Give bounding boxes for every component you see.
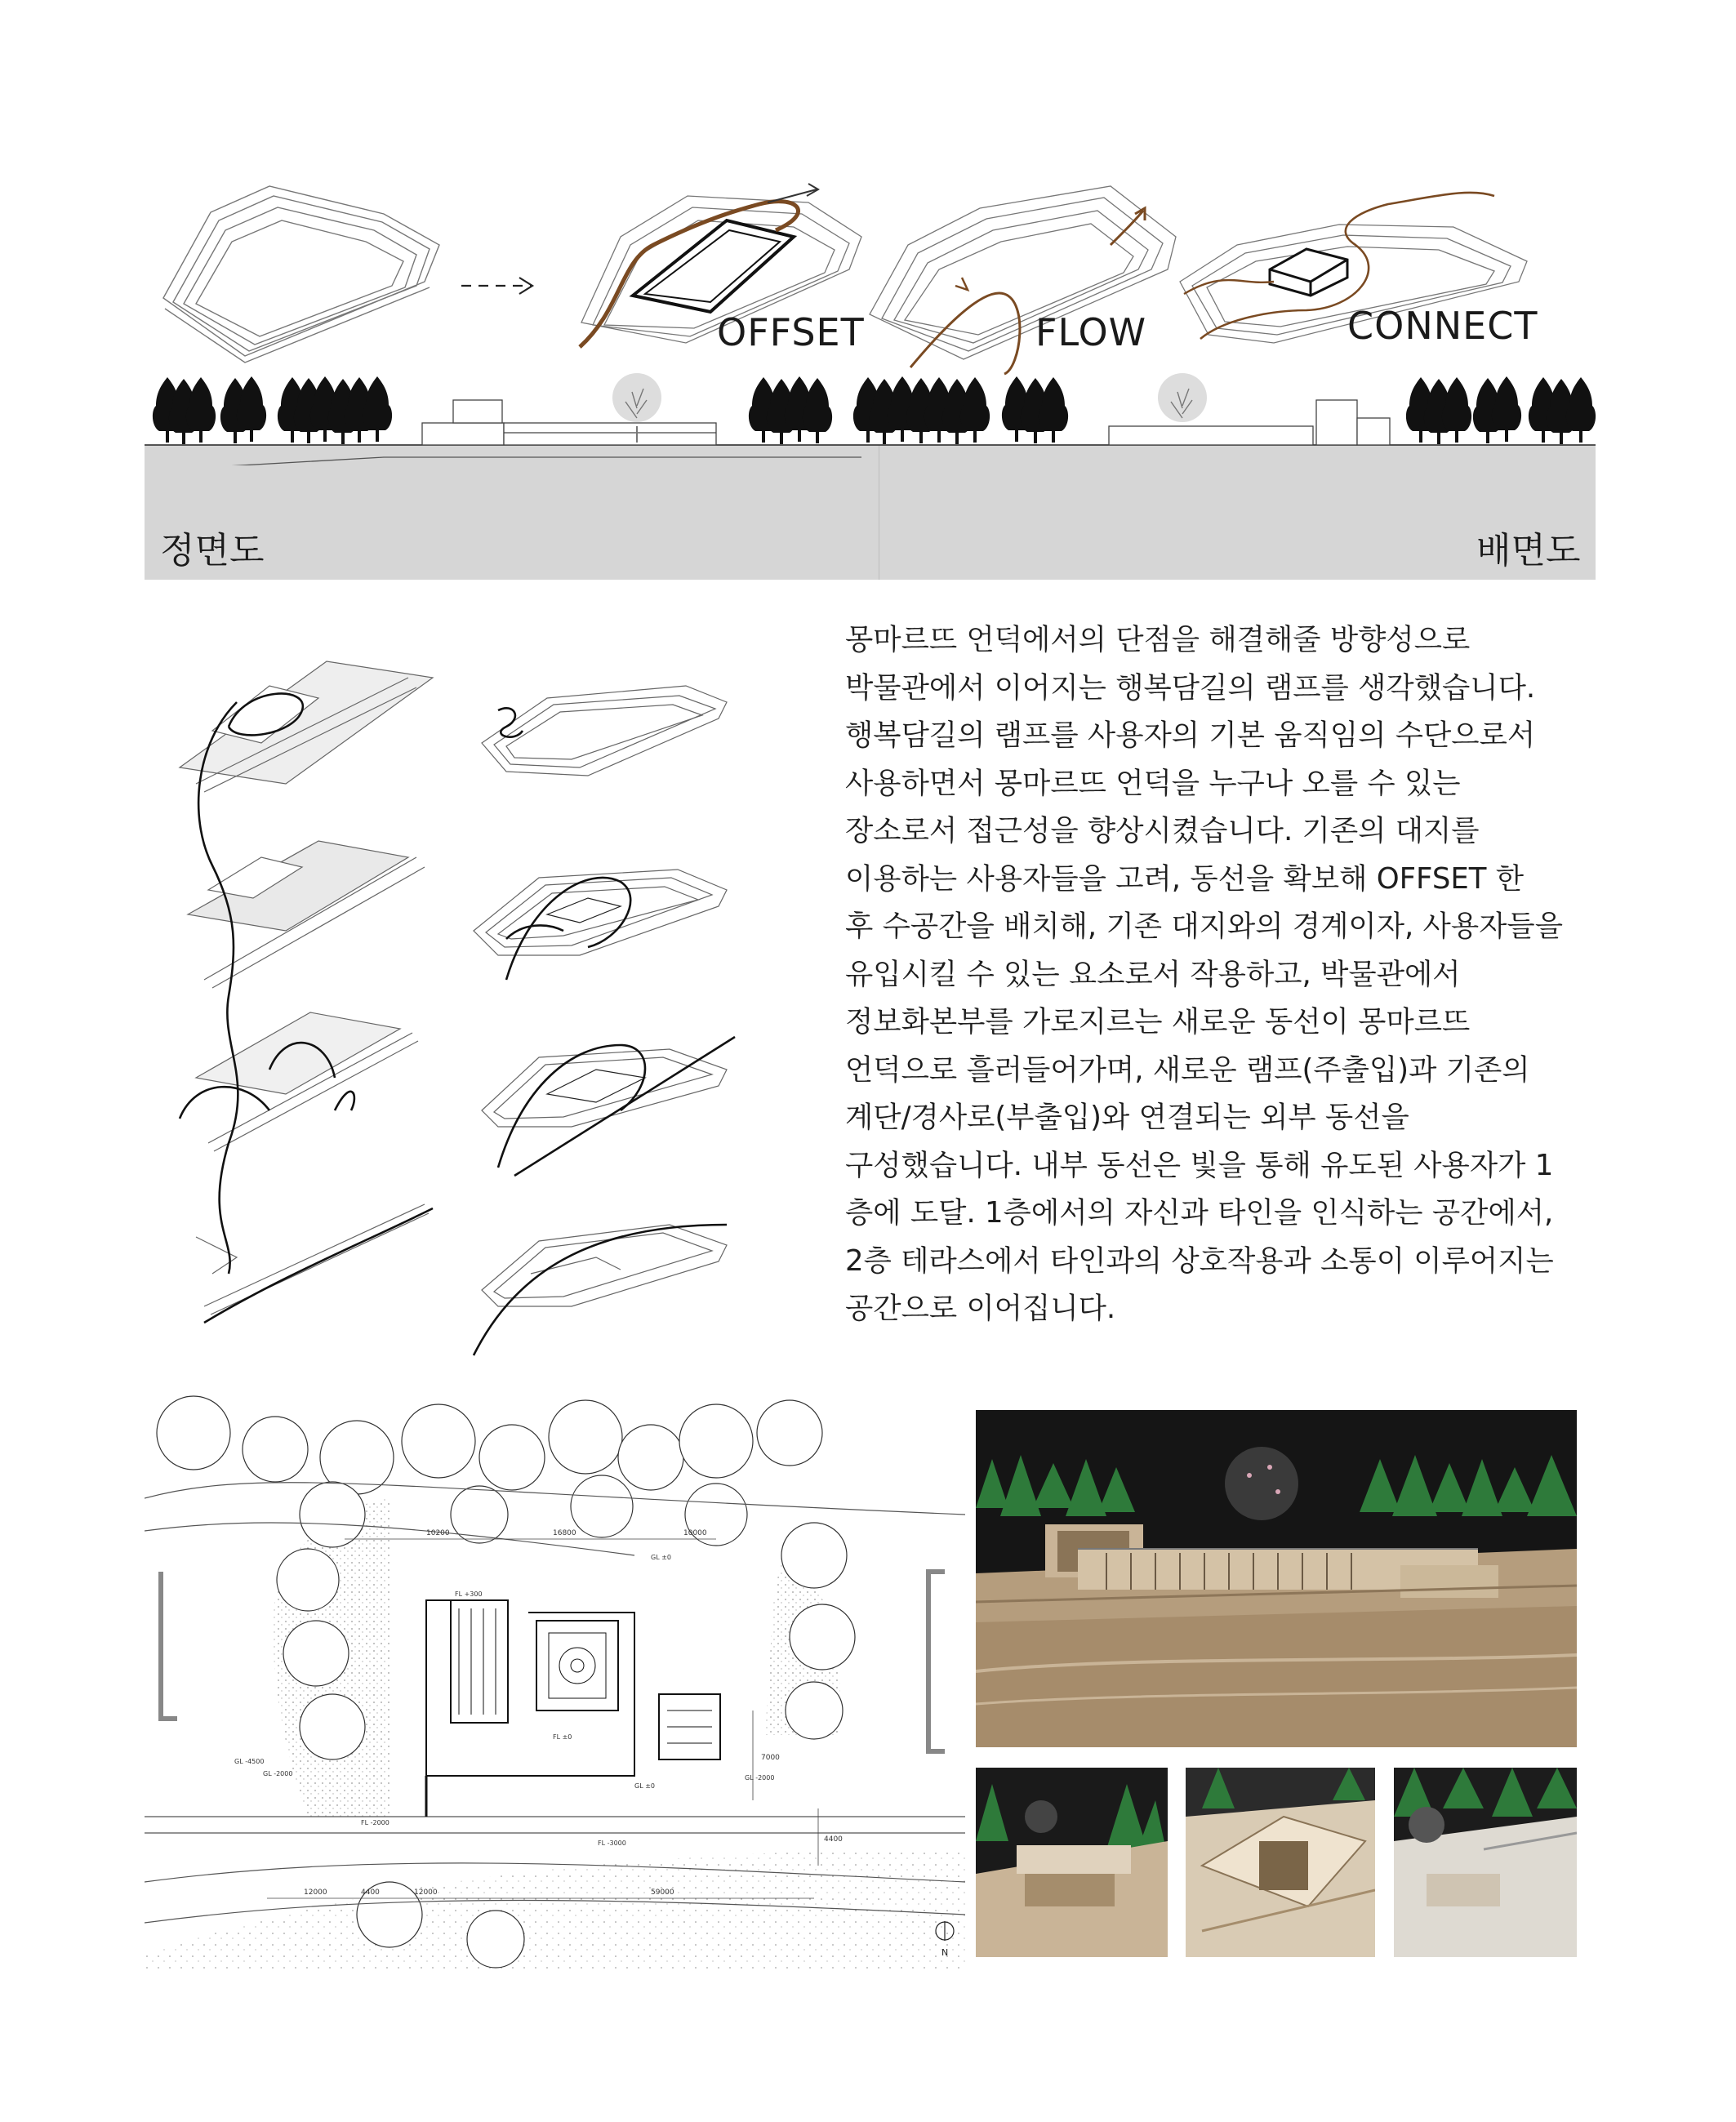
axonometric-diagrams [163,653,817,1364]
dim-bottom-3: 59000 [651,1888,674,1897]
rear-building [1109,400,1390,445]
axo-right-1 [482,686,727,776]
description-line: 몽마르뜨 언덕에서의 단점을 해결해줄 방향성으로 [845,623,1471,656]
trees-middle-cluster [749,376,1068,444]
dim-bottom-2: 12000 [414,1888,438,1897]
concept-offset-block [633,220,794,312]
level-2: GL ±0 [634,1782,655,1790]
description-line: 2층 테라스에서 타인과의 상호작용과 소통이 이루어지는 [845,1243,1554,1278]
concept-arrow [461,278,532,294]
dim-side-0: 7000 [761,1754,780,1762]
dim-top-0: 10200 [426,1529,450,1537]
front-elevation-label: 정면도 [160,530,265,572]
description-line: 층에 도달. 1층에서의 자신과 타인을 인식하는 공간에서, [845,1196,1554,1230]
description-line: 언덕으로 흘러들어가며, 새로운 램프(주출입)과 기존의 [845,1052,1530,1087]
model-photo-small-3 [1394,1768,1577,1957]
trees-left-cluster [153,376,392,444]
trees-right-cluster [1406,376,1596,444]
level-6: GL -2000 [263,1770,293,1777]
dim-side-1: 4400 [824,1835,843,1844]
level-1: FL ±0 [553,1733,572,1741]
level-3: FL -2000 [361,1819,389,1826]
north-label: N [941,1947,949,1958]
dim-bottom-0: 12000 [304,1888,327,1897]
concept-connect-block [1270,249,1347,296]
level-5: FL +300 [455,1590,483,1598]
description-line: 박물관에서 이어지는 행복담길의 램프를 생각했습니다. [845,670,1536,705]
rear-elevation-label: 배면도 [1476,530,1581,572]
concept-site-original [163,186,439,363]
model-photo-small-2 [1186,1768,1375,1957]
level-7: FL -3000 [598,1840,626,1847]
section-elevation [0,367,1736,465]
dim-top-1: 16800 [553,1529,576,1537]
description-line: 사용하면서 몽마르뜨 언덕을 누구나 오를 수 있는 [845,766,1461,800]
description-paragraph [845,616,1600,1333]
dim-top-2: 10000 [683,1529,707,1537]
model-photo-main [976,1410,1577,1747]
description-line: 행복담길의 램프를 사용자의 기본 움직임의 수단으로서 [845,718,1536,752]
description-line: 후 수공간을 배치해, 기존 대지와의 경계이자, 사용자들을 [845,910,1564,943]
site-plan [145,1392,965,1972]
concept-flow-line-flow [910,293,1020,374]
description-line: 장소로서 접근성을 향상시켰습니다. 기존의 대지를 [845,814,1480,847]
description-line: 구성했습니다. 내부 동선은 빛을 통해 유도된 사용자가 1 [845,1148,1554,1182]
dim-bottom-1: 4400 [361,1888,380,1897]
description-line: 이용하는 사용자들을 고려, 동선을 확보해 OFFSET 한 [845,861,1525,896]
label-connect: CONNECT [1347,304,1538,348]
axo-left-2 [188,841,425,988]
axo-right-3 [482,1049,727,1127]
description-line: 정보화본부를 가로지르는 새로운 동선이 몽마르뜨 [845,1005,1471,1039]
description-line: 공간으로 이어집니다. [845,1292,1116,1325]
label-flow: FLOW [1035,310,1147,354]
model-photo-small-1 [976,1768,1168,1957]
description-line: 계단/경사로(부출입)와 연결되는 외부 동선을 [845,1101,1409,1134]
level-0: GL ±0 [651,1554,671,1561]
level-4: GL -2000 [745,1774,775,1782]
level-8: GL -4500 [234,1758,265,1765]
label-offset: OFFSET [717,310,865,354]
description-line: 유입시킬 수 있는 요소로서 작용하고, 박물관에서 [845,957,1461,991]
